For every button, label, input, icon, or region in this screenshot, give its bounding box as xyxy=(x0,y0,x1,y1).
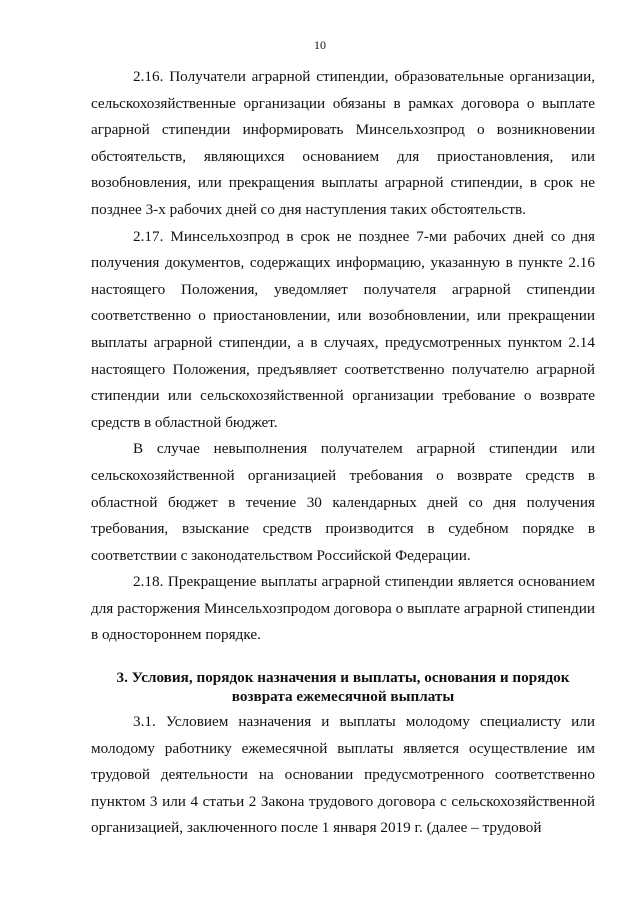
paragraph-2-18: 2.18. Прекращение выплаты аграрной стипендии является основанием для расторжения Минсельхозпродом договора о выплате аграрной стипендии в одностороннем порядке. xyxy=(91,573,595,644)
document-body xyxy=(91,64,595,842)
section-3-heading-line2: возврата ежемесячной выплаты xyxy=(231,688,455,706)
section-3-heading xyxy=(91,668,595,706)
paragraph-2-17-continuation: В случае невыполнения получателем аграрной стипендии или сельскохозяйственной организацией требования о возврате средств в областной бюджет в течение 30 календарных дней со дня получения требования, взыскание средств производится в судебном порядке в соответствии с законодательством Российской Федерации. xyxy=(91,440,595,564)
paragraph-3-1: 3.1. Условием назначения и выплаты молодому специалисту или молодому работнику ежемесячной выплаты является осуществление им трудовой деятельности на основании предусмотренного соответственно пунктом 3 или 4 статьи 2 Закона трудового договора с сельскохозяйственной организацией, заключенного после 1 января 2019 г. (далее – трудовой xyxy=(91,713,595,837)
section-3-heading-line1: 3. Условия, порядок назначения и выплаты, основания и порядок xyxy=(116,669,570,687)
paragraph-2-17: 2.17. Минсельхозпрод в срок не позднее 7-ми рабочих дней со дня получения документов, содержащих информацию, указанную в пункте 2.16 настоящего Положения, уведомляет получателя аграрной стипендии соответственно о приостановлении, или возобновлении, или прекращении выплаты аграрной стипендии, а в случаях, предусмотренных пунктом 2.14 настоящего Положения, предъявляет соответственно получателю аграрной стипендии или сельскохозяйственной организации требование о возврате средств в областной бюджет. xyxy=(91,227,595,431)
page-number: 10 xyxy=(314,38,326,52)
paragraph-2-16: 2.16. Получатели аграрной стипендии, образовательные организации, сельскохозяйственные организации обязаны в рамках договора о выплате аграрной стипендии информировать Минсельхозпрод о возникновении обстоятельств, являющихся основанием для приостановления, или возобновления, или прекращения выплаты аграрной стипендии, в срок не позднее 3-х рабочих дней со дня наступления таких обстоятельств. xyxy=(91,68,595,218)
